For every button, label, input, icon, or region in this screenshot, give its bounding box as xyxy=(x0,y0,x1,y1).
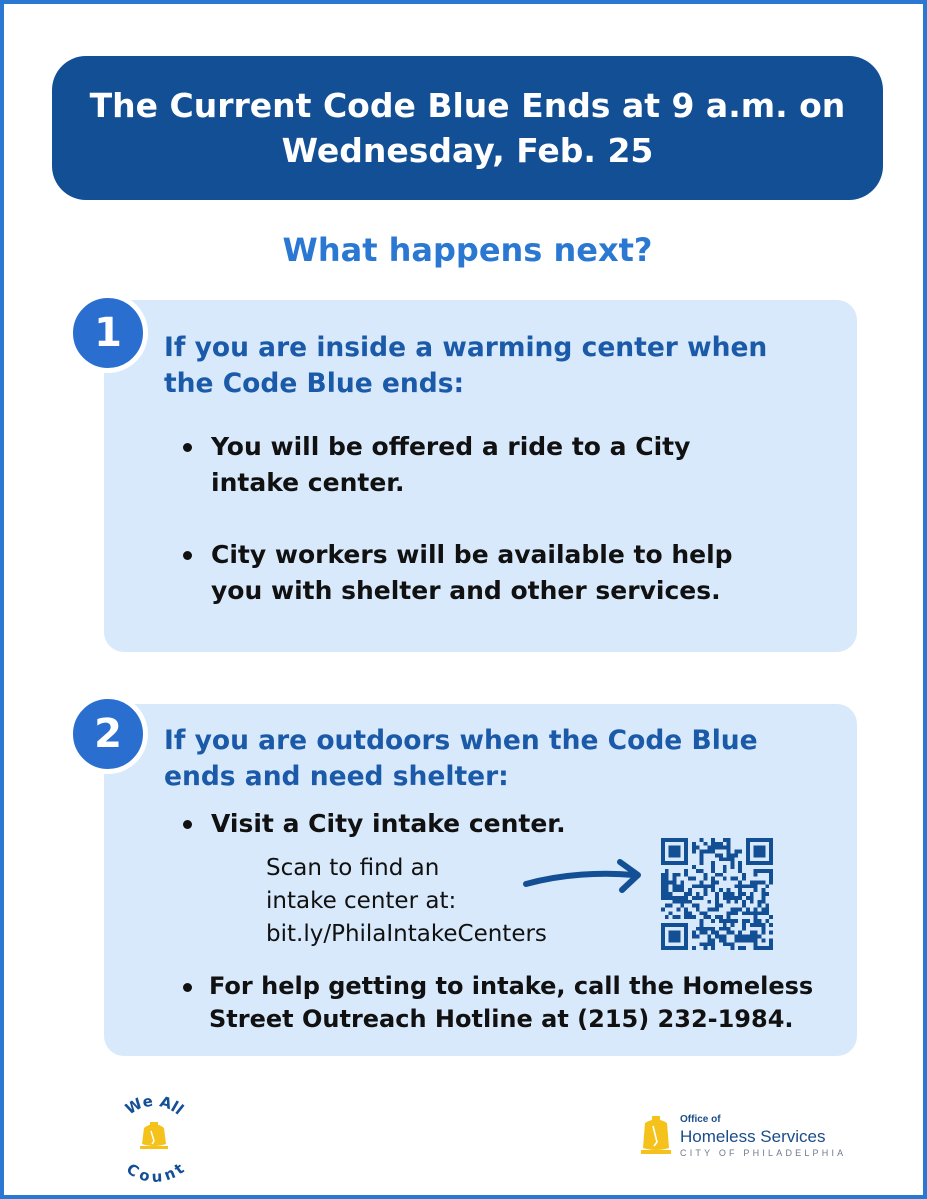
step-2-badge: 2 xyxy=(68,694,148,774)
section-2-heading-line-1: If you are outdoors when the Code Blue xyxy=(164,725,758,756)
section-2-bullet-1: Visit a City intake center. xyxy=(211,806,831,842)
scan-line-1: Scan to find an xyxy=(266,855,440,881)
logo-city-of-philadelphia: CITY OF PHILADELPHIA xyxy=(680,1148,847,1158)
banner-line-1: The Current Code Blue Ends at 9 a.m. on xyxy=(89,86,846,125)
logo-office-of: Office of xyxy=(680,1114,721,1125)
title-banner xyxy=(52,56,883,200)
section-2-heading-line-2: ends and need shelter: xyxy=(164,761,509,792)
office-homeless-services-logo xyxy=(638,1112,878,1164)
intake-centers-link[interactable]: bit.ly/PhilaIntakeCenters xyxy=(266,921,547,947)
svg-text:Count xyxy=(123,1160,187,1186)
section-1-heading xyxy=(164,330,844,402)
liberty-bell-icon xyxy=(140,1122,168,1149)
liberty-bell-icon xyxy=(638,1114,674,1160)
banner-line-2: Wednesday, Feb. 25 xyxy=(281,131,654,170)
section-1-heading-line-2: the Code Blue ends: xyxy=(164,368,465,399)
section-1-bullet-1 xyxy=(211,429,831,501)
we-all-count-logo xyxy=(104,1086,204,1186)
bullet-line: For help getting to intake, call the Homeless xyxy=(209,972,814,1000)
section-2-bullet-2 xyxy=(209,970,849,1036)
subtitle: What happens next? xyxy=(282,231,653,269)
bullet-line: City workers will be available to help xyxy=(211,540,733,569)
bullet-line: you with shelter and other services. xyxy=(211,576,721,605)
logo-homeless-services: Homeless Services xyxy=(680,1127,826,1146)
section-1-heading-line-1: If you are inside a warming center when xyxy=(164,332,768,363)
qr-code[interactable] xyxy=(661,838,773,950)
section-2-heading xyxy=(164,723,844,795)
section-1-bullet-2 xyxy=(211,537,831,609)
bullet-line: You will be offered a ride to a City xyxy=(211,432,691,461)
bullet-line: intake center. xyxy=(211,468,405,497)
arrow-right-icon xyxy=(522,856,646,896)
logo-top-text: We All xyxy=(122,1091,188,1119)
svg-text:We All xyxy=(122,1092,187,1119)
bullet-line: Street Outreach Hotline at (215) 232-1984. xyxy=(209,1005,794,1033)
logo-bottom-text: Count xyxy=(123,1159,188,1186)
scan-line-2: intake center at: xyxy=(266,888,457,914)
step-1-badge: 1 xyxy=(68,293,148,373)
